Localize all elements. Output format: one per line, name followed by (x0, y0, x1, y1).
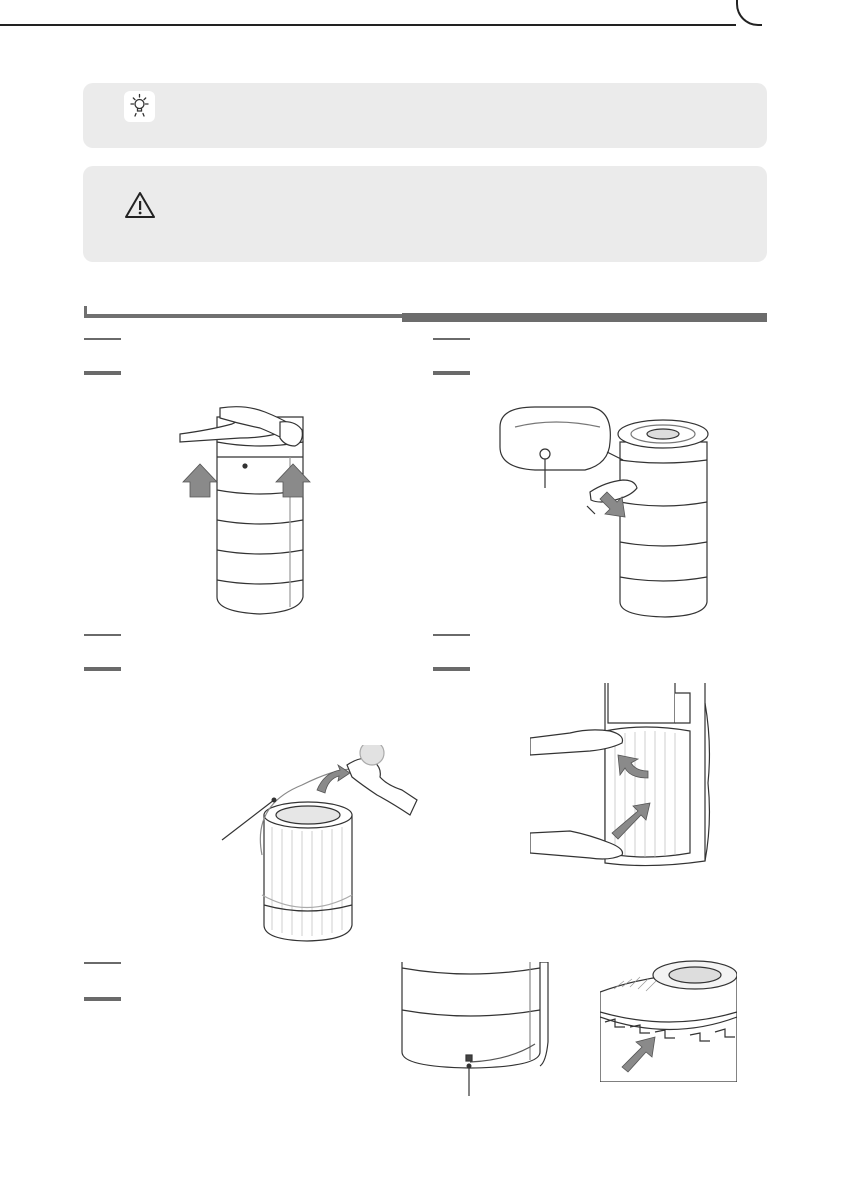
lightbulb-icon (124, 91, 155, 122)
step-rule-5a (84, 962, 121, 964)
illustration-insert-filter (530, 683, 716, 869)
illustration-cover-bottom (400, 962, 552, 1096)
step-rule-5b (84, 997, 121, 1001)
step-rule-4a (433, 634, 470, 636)
step-rule-2b (433, 371, 470, 375)
step-rule-4b (433, 667, 470, 671)
step-rule-3a (84, 634, 121, 636)
section-rule-left (84, 314, 402, 318)
page-top-corner (736, 0, 762, 26)
section-rule-right (402, 313, 767, 322)
note-panel (83, 83, 767, 148)
insert-arrow (622, 1037, 655, 1072)
step-rule-2a (433, 338, 470, 340)
illustration-cover-top (600, 957, 737, 1082)
illustration-lift-top-cover (170, 402, 360, 624)
up-arrow-left (183, 464, 217, 497)
step-rule-3b (84, 667, 121, 671)
page-top-rule (0, 0, 736, 26)
step-rule-1b (84, 371, 121, 375)
illustration-remove-filter-bag (212, 745, 426, 945)
caution-panel (83, 166, 767, 262)
illustration-press-release-button (495, 402, 735, 624)
warning-triangle-icon (123, 190, 157, 220)
step-rule-1a (84, 338, 121, 340)
